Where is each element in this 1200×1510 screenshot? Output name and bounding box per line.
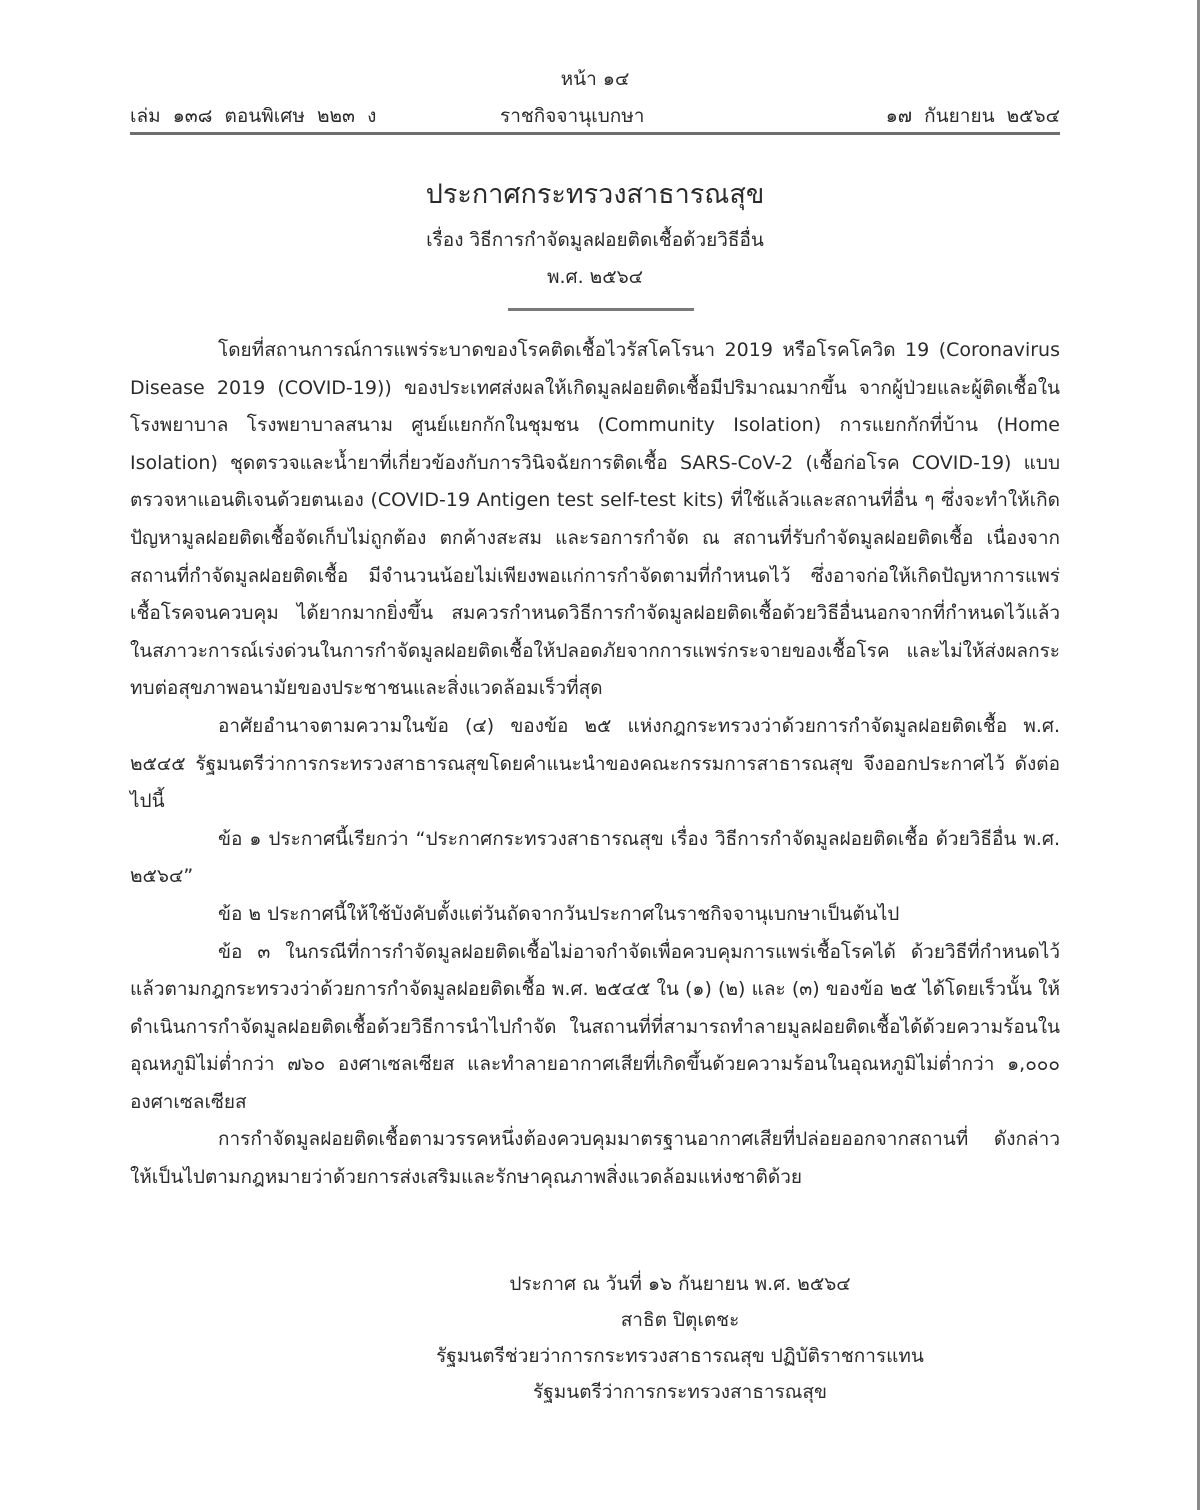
clause-3-paragraph-2: การกำจัดมูลฝอยติดเชื้อตามวรรคหนึ่งต้องควบคุมมาตรฐานอากาศเสียที่ปล่อยออกจากสถานที่ ดังกล่าว ให้เป็นไปตามกฎหมายว่าด้วยการส่งเสริมและรักษาคุณภาพสิ่งแวดล้อมแห่งชาติด้วย (130, 1128, 1060, 1189)
publication-name: ราชกิจจานุเบกษา (500, 105, 645, 127)
authority-paragraph: อาศัยอำนาจตามความในข้อ (๔) ของข้อ ๒๕ แห่งกฎกระทรวงว่าด้วยการกำจัดมูลฝอยติดเชื้อ พ.ศ. ๒๕๔๕ รัฐมนตรีว่าการกระทรวงสาธารณสุขโดยคำแนะนำของคณะกรรมการสาธารณสุข จึงออกประกาศไว้ ดังต่อไปนี้ (130, 714, 1060, 813)
publication-date: ๑๗ กันยายน ๒๕๖๔ (885, 105, 1060, 127)
volume-issue: เล่ม ๑๓๘ ตอนพิเศษ ๒๒๓ ง (130, 105, 377, 127)
signature-block (400, 1266, 960, 1410)
signatory-name: สาธิต ปิตุเตชะ (620, 1309, 740, 1331)
announcement-title: ประกาศกระทรวงสาธารณสุข (425, 179, 765, 210)
announcement-year: พ.ศ. ๒๕๖๔ (546, 266, 644, 288)
signatory-position-on-behalf: รัฐมนตรีว่าการกระทรวงสาธารณสุข (533, 1381, 827, 1403)
announcement-body (130, 332, 1060, 1197)
page-number: หน้า ๑๔ (560, 68, 630, 90)
clause-2: ข้อ ๒ ประกาศนี้ให้ใช้บังคับตั้งแต่วันถัดจากวันประกาศในราชกิจจานุเบกษาเป็นต้นไป (218, 902, 900, 925)
gazette-header (130, 101, 1060, 127)
title-divider (508, 308, 694, 311)
preamble-paragraph: โดยที่สถานการณ์การแพร่ระบาดของโรคติดเชื้อไวรัสโคโรนา 2019 หรือโรคโควิด 19 (Coronavirus Disease 2019 (COVID-19)) ของประเทศส่งผลให้เกิดมูลฝอยติดเชื้อมีปริมาณมากขึ้น จากผู้ป่วยและผู้ติดเชื้อในโรงพยาบาล โรงพยาบาลสนาม ศูนย์แยกกักในชุมชน (Community Isolation) การแยกกักที่บ้าน (Home Isolation) ชุดตรวจและน้ำยาที่เกี่ยวข้องกับการวินิจฉัยการติดเชื้อ SARS-CoV-2 (เชื้อก่อโรค COVID-19) แบบตรวจหาแอนติเจนด้วยตนเอง (COVID-19 Antigen test self-test kits) ที่ใช้แล้วและสถานที่อื่น ๆ ซึ่งจะทำให้เกิดปัญหามูลฝอยติดเชื้อจัดเก็บไม่ถูกต้อง ตกค้างสะสม และรอการกำจัด ณ สถานที่รับกำจัดมูลฝอยติดเชื้อ เนื่องจากสถานที่กำจัดมูลฝอยติดเชื้อ มีจำนวนน้อยไม่เพียงพอแก่การกำจัดตามที่กำหนดไว้ ซึ่งอาจก่อให้เกิดปัญหาการแพร่เชื้อโรคจนควบคุม ได้ยากมากยิ่งขึ้น สมควรกำหนดวิธีการกำจัดมูลฝอยติดเชื้อด้วยวิธีอื่นนอกจากที่กำหนดไว้แล้ว ในสภาวะการณ์เร่งด่วนในการกำจัดมูลฝอยติดเชื้อให้ปลอดภัยจากการแพร่กระจายของเชื้อโรค และไม่ให้ส่งผลกระทบต่อสุขภาพอนามัยของประชาชนและสิ่งแวดล้อมเร็วที่สุด (130, 339, 1060, 700)
clause-1: ข้อ ๑ ประกาศนี้เรียกว่า “ประกาศกระทรวงสาธารณสุข เรื่อง วิธีการกำจัดมูลฝอยติดเชื้อ ด้วยวิธีอื่น พ.ศ. ๒๕๖๔” (130, 827, 1060, 888)
announcement-subject: เรื่อง วิธีการกำจัดมูลฝอยติดเชื้อด้วยวิธีอื่น (426, 229, 764, 251)
clause-3: ข้อ ๓ ในกรณีที่การกำจัดมูลฝอยติดเชื้อไม่อาจกำจัดเพื่อควบคุมการแพร่เชื้อโรคได้ ด้วยวิธีที่กำหนดไว้แล้วตามกฎกระทรวงว่าด้วยการกำจัดมูลฝอยติดเชื้อ พ.ศ. ๒๕๔๕ ใน (๑) (๒) และ (๓) ของข้อ ๒๕ ได้โดยเร็วนั้น ให้ดำเนินการกำจัดมูลฝอยติดเชื้อด้วยวิธีการนำไปกำจัด ในสถานที่ที่สามารถทำลายมูลฝอยติดเชื้อได้ด้วยความร้อนในอุณหภูมิไม่ต่ำกว่า ๗๖๐ องศาเซลเซียส และทำลายอากาศเสียที่เกิดขึ้นด้วยความร้อนในอุณหภูมิไม่ต่ำกว่า ๑,๐๐๐ องศาเซลเซียส (130, 940, 1060, 1113)
signatory-position: รัฐมนตรีช่วยว่าการกระทรวงสาธารณสุข ปฏิบัติราชการแทน (436, 1345, 924, 1367)
signature-date: ประกาศ ณ วันที่ ๑๖ กันยายน พ.ศ. ๒๕๖๔ (509, 1273, 851, 1295)
header-divider (130, 132, 1060, 135)
